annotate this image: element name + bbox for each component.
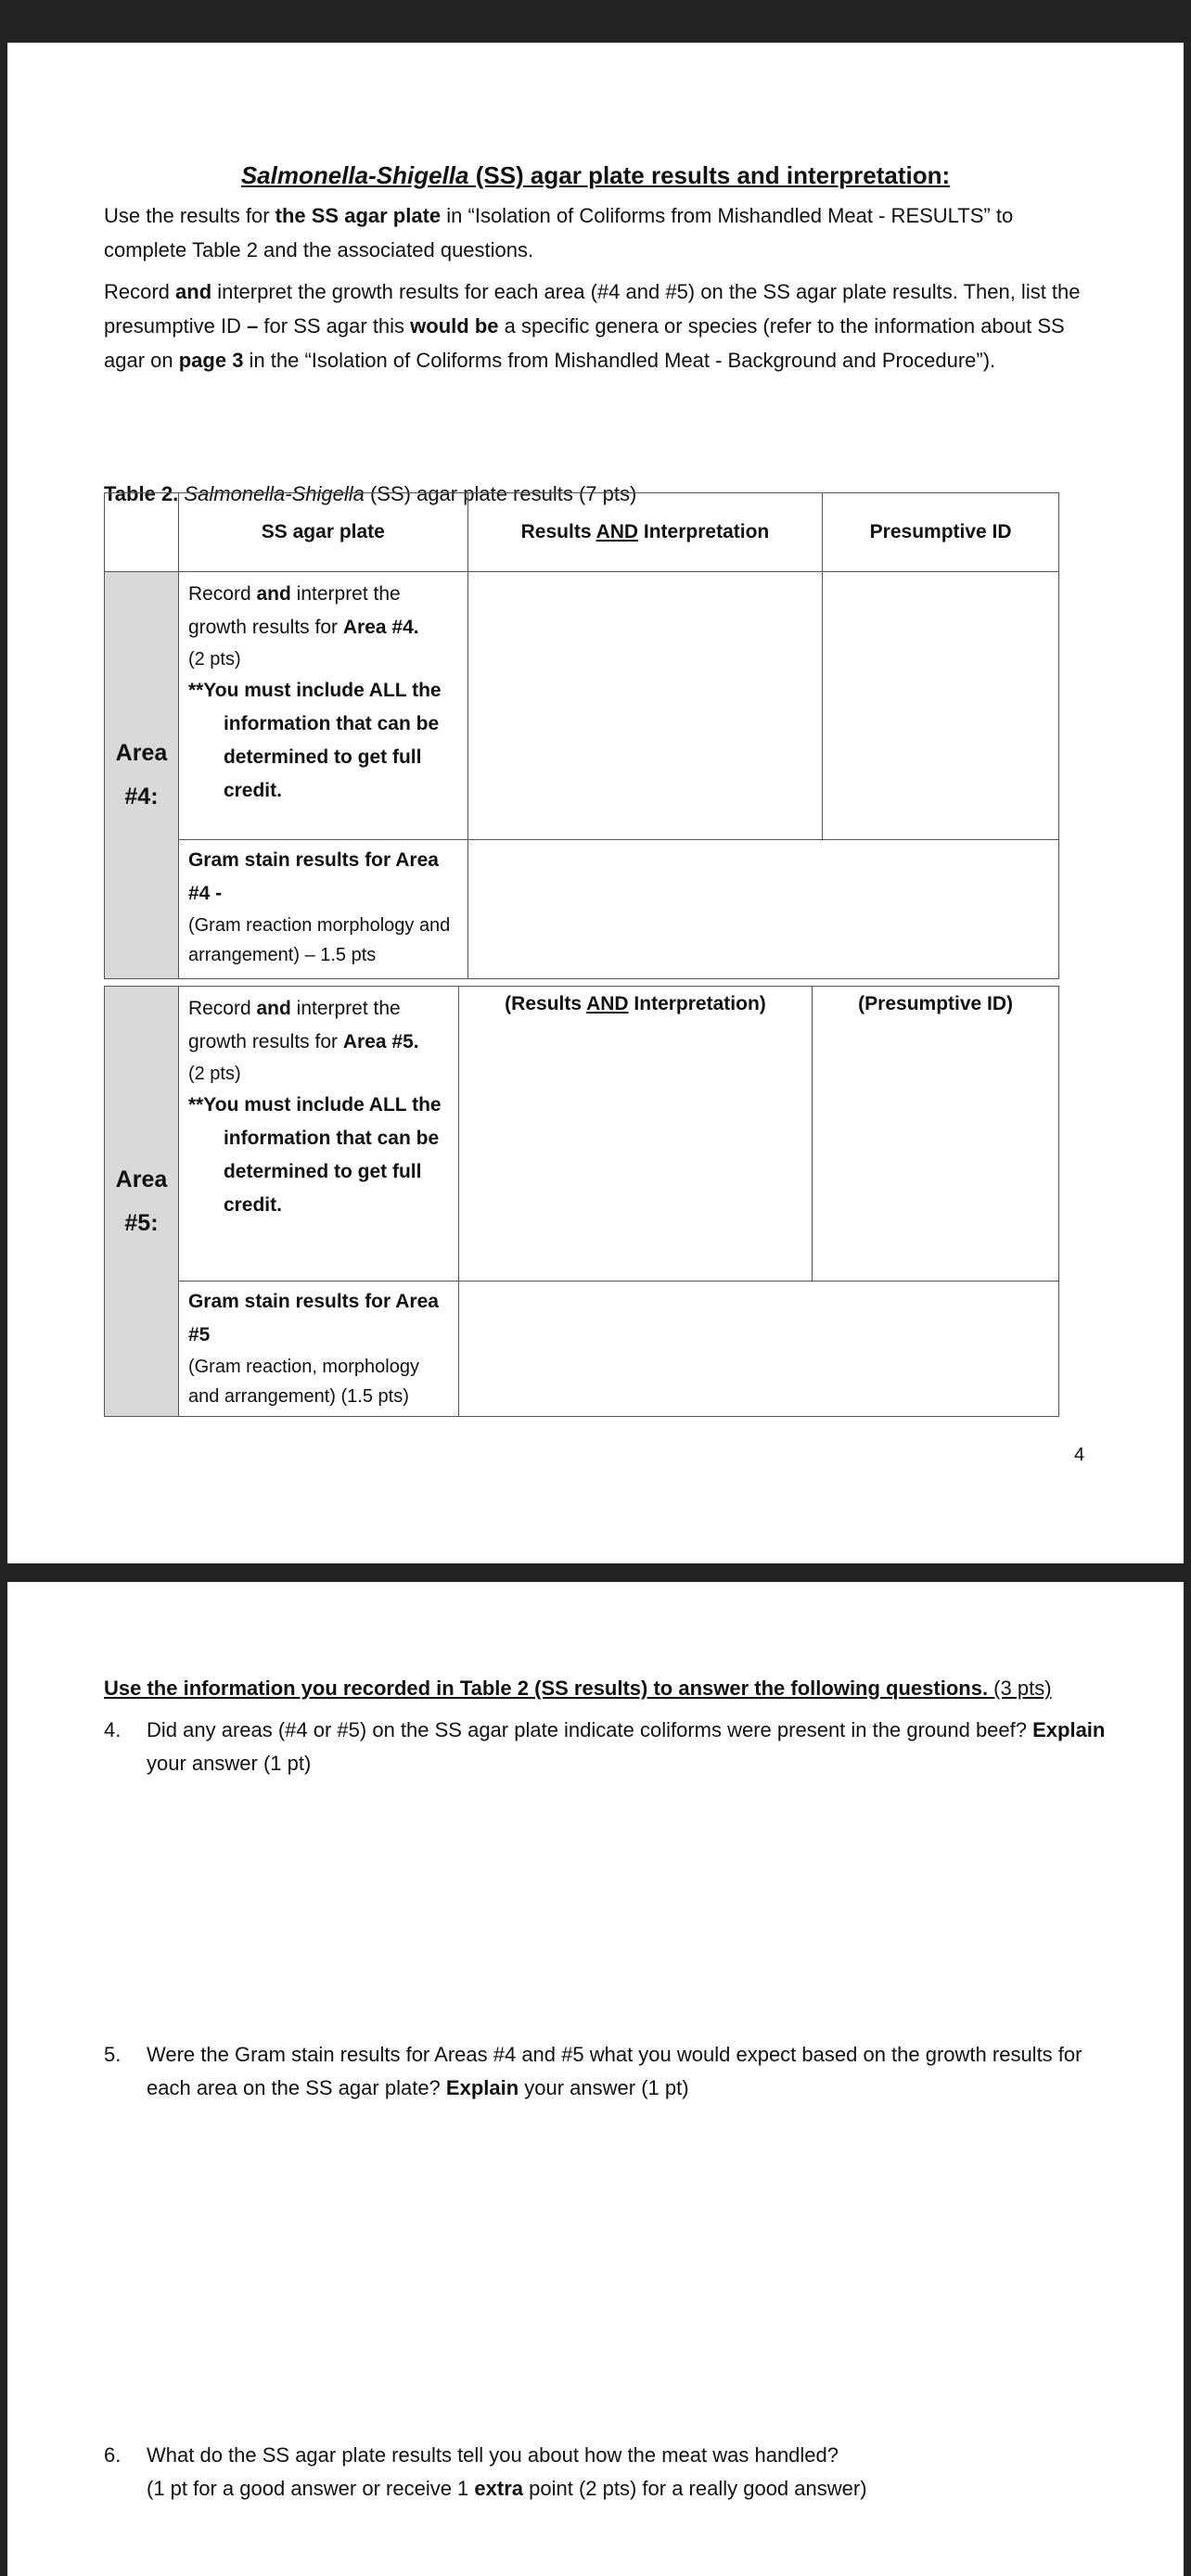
table-caption: Table 2. Salmonella-Shigella (SS) agar plate results (7 pts) (104, 482, 637, 505)
area-4-results-answer-cell[interactable] (467, 572, 823, 840)
results-table-area4 (104, 492, 1059, 979)
area-4-gram-answer-cell[interactable] (467, 840, 1058, 979)
questions-heading: Use the information you recorded in Table 2 (SS results) to answer the following questions. (3 pts) (104, 1677, 1052, 1700)
area-5-results-answer-cell[interactable]: (Results AND Interpretation) (458, 987, 813, 1282)
results-table-area5 (104, 986, 1059, 1417)
area-4-label: Area #4: (105, 572, 179, 979)
question-5: 5. Were the Gram stain results for Areas #4 and #5 what you would expect based on the growth results for each area on the SS agar plate? Explain your answer (1 pt) (104, 2043, 1082, 2099)
intro-paragraph-2: Record and interpret the growth results for each area (#4 and #5) on the SS agar plate results. Then, list the presumptive ID – for SS agar this would be a specific genera or species (refer to the information about SS agar on page 3 in the “Isolation of Coliforms from Mishandled Meat - Background and Procedure”). (104, 280, 1081, 372)
header-results-interpretation: Results AND Interpretation (467, 493, 823, 572)
left-edge (0, 0, 7, 2576)
question-4: 4. Did any areas (#4 or #5) on the SS agar plate indicate coliforms were present in the ground beef? Explain your answer (1 pt) (104, 1718, 1106, 1775)
area-4-growth-prompt: Record and interpret the growth results for Area #4. (2 pts) **You must include ALL the information that can be determined to get full credit. (178, 572, 467, 840)
intro-paragraph-1: Use the results for the SS agar plate in “Isolation of Coliforms from Mishandled Meat - RESULTS” to complete Table 2 and the associated questions. (104, 204, 1014, 261)
area-4-presumptive-id-answer-cell[interactable] (823, 572, 1059, 840)
area-5-gram-answer-cell[interactable] (458, 1282, 1058, 1417)
area-5-presumptive-id-answer-cell[interactable]: (Presumptive ID) (813, 987, 1059, 1282)
area-4-gram-prompt: Gram stain results for Area #4 - (Gram reaction morphology and arrangement) – 1.5 pts (178, 840, 467, 979)
header-ss-agar-plate: SS agar plate (178, 493, 467, 572)
area-5-label: Area #5: (105, 987, 179, 1417)
page-separator (0, 1563, 1191, 1582)
top-bar (0, 0, 1191, 43)
header-presumptive-id: Presumptive ID (823, 493, 1059, 572)
header-blank-cell (105, 493, 179, 572)
area-5-gram-prompt: Gram stain results for Area #5 (Gram reaction, morphology and arrangement) (1.5 pts) (178, 1282, 458, 1417)
document-page-1 (7, 43, 1184, 1563)
page-title: Salmonella-Shigella (SS) agar plate results and interpretation: (240, 161, 951, 189)
right-edge (1184, 0, 1191, 2576)
area-5-growth-prompt: Record and interpret the growth results for Area #5. (2 pts) **You must include ALL the information that can be determined to get full credit. (178, 987, 458, 1282)
question-6: 6. What do the SS agar plate results tell you about how the meat was handled? (1 pt for a good answer or receive 1 extra point (2 pts) for a really good answer) (104, 2443, 867, 2500)
page-number: 4 (1074, 1445, 1085, 1465)
document-page-2 (7, 1582, 1184, 2576)
